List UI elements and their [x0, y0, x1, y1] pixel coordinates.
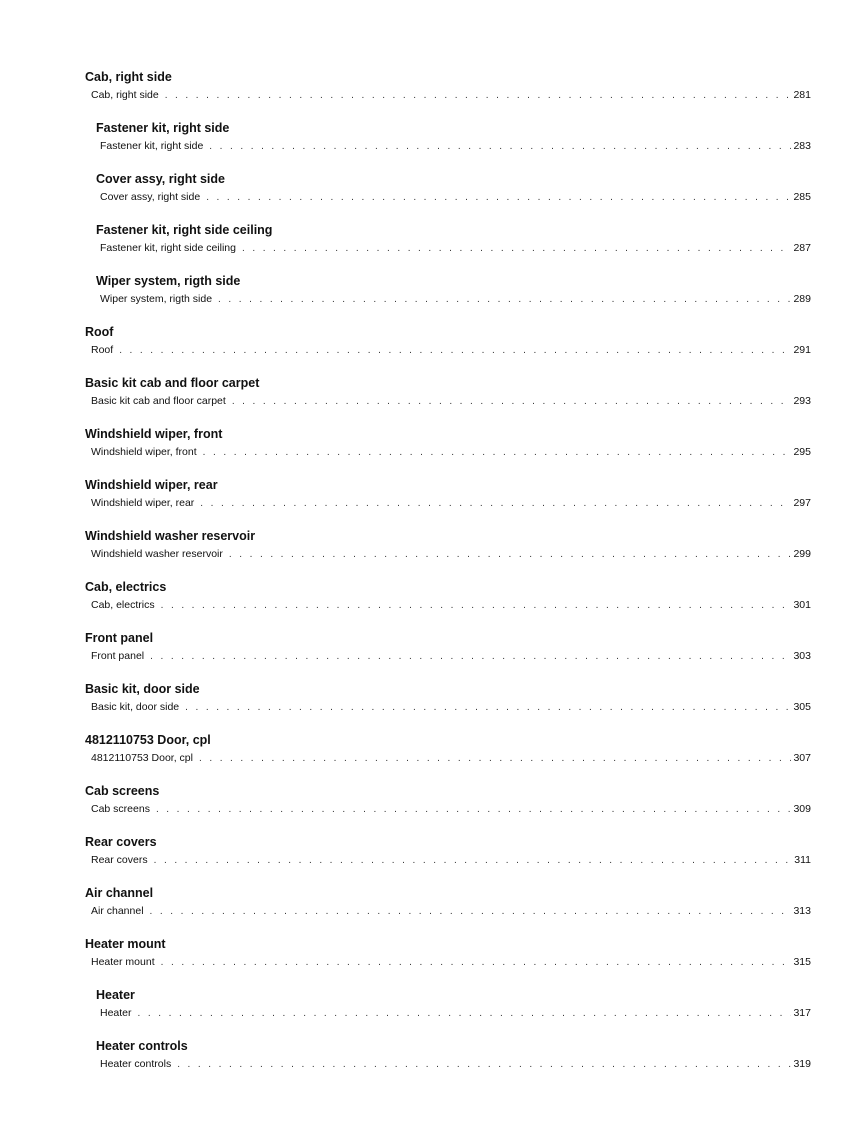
toc-entry-heading: Cab, electrics: [85, 580, 167, 594]
toc-entry: [0, 987, 866, 1038]
toc-entry-link[interactable]: [91, 496, 811, 511]
toc-entry: [0, 477, 866, 528]
toc-entry: [0, 120, 866, 171]
toc-entry-link[interactable]: [91, 598, 811, 613]
toc-entry-label: Fastener kit, right side: [100, 140, 204, 152]
toc-entry-page-number: 301: [793, 599, 811, 611]
toc-entry-link[interactable]: [91, 904, 811, 919]
toc-entry-label: Heater mount: [91, 956, 155, 968]
dot-leader: [185, 701, 791, 715]
toc-entry: [0, 579, 866, 630]
dot-leader: [177, 1058, 791, 1072]
toc-entry: [0, 426, 866, 477]
dot-leader: [156, 803, 792, 817]
toc-entry-label: Fastener kit, right side ceiling: [100, 242, 236, 254]
toc-entry-heading: Windshield washer reservoir: [85, 529, 256, 543]
toc-entry: [0, 375, 866, 426]
dot-leader: [232, 395, 792, 409]
toc-entry-label: Front panel: [91, 650, 145, 662]
toc-entry-heading: Cover assy, right side: [96, 172, 225, 186]
toc-entry: [0, 273, 866, 324]
toc-entry-page-number: 289: [793, 293, 811, 305]
toc-entry-link[interactable]: [100, 190, 811, 205]
dot-leader: [209, 140, 791, 154]
toc-entry-heading: Windshield wiper, front: [85, 427, 223, 441]
toc-entry-label: Cab, right side: [91, 89, 159, 101]
toc-entry-link[interactable]: [91, 802, 811, 817]
toc-entry-label: Cab, electrics: [91, 599, 155, 611]
toc-entry-link[interactable]: [91, 343, 811, 358]
toc-entry-heading: 4812110753 Door, cpl: [85, 733, 211, 747]
toc-entry-heading: Heater: [96, 988, 135, 1002]
table-of-contents: [0, 69, 866, 1089]
toc-entry-heading: Basic kit, door side: [85, 682, 200, 696]
toc-entry-page-number: 283: [793, 140, 811, 152]
toc-entry-page-number: 285: [793, 191, 811, 203]
toc-entry-link[interactable]: [100, 139, 811, 154]
dot-leader: [161, 599, 792, 613]
toc-entry-link[interactable]: [91, 88, 811, 103]
toc-entry-heading: Fastener kit, right side ceiling: [96, 223, 273, 237]
toc-entry-page-number: 319: [793, 1058, 811, 1070]
toc-entry-link[interactable]: [100, 1057, 811, 1072]
toc-entry: [0, 885, 866, 936]
toc-entry: [0, 222, 866, 273]
toc-entry-label: Basic kit cab and floor carpet: [91, 395, 226, 407]
toc-entry-link[interactable]: [91, 700, 811, 715]
dot-leader: [150, 650, 791, 664]
toc-entry-link[interactable]: [91, 394, 811, 409]
toc-entry: [0, 171, 866, 222]
toc-entry-label: Air channel: [91, 905, 144, 917]
toc-entry-heading: Wiper system, rigth side: [96, 274, 241, 288]
toc-entry-link[interactable]: [91, 853, 811, 868]
toc-entry-page-number: 311: [794, 854, 811, 866]
dot-leader: [161, 956, 792, 970]
toc-entry-label: Cab screens: [91, 803, 150, 815]
toc-entry-label: Cover assy, right side: [100, 191, 201, 203]
dot-leader: [150, 905, 792, 919]
toc-entry-label: Heater: [100, 1007, 132, 1019]
toc-entry-page-number: 303: [793, 650, 811, 662]
toc-entry-heading: Basic kit cab and floor carpet: [85, 376, 260, 390]
toc-entry: [0, 630, 866, 681]
toc-entry-heading: Cab, right side: [85, 70, 172, 84]
toc-entry-heading: Windshield wiper, rear: [85, 478, 218, 492]
toc-entry: [0, 528, 866, 579]
toc-entry-label: 4812110753 Door, cpl: [91, 752, 193, 764]
toc-entry-heading: Cab screens: [85, 784, 160, 798]
toc-entry-heading: Air channel: [85, 886, 154, 900]
toc-entry-heading: Heater controls: [96, 1039, 188, 1053]
toc-entry-page-number: 295: [793, 446, 811, 458]
toc-entry: [0, 69, 866, 120]
toc-entry-page-number: 305: [793, 701, 811, 713]
toc-entry-page-number: 317: [793, 1007, 811, 1019]
dot-leader: [154, 854, 793, 868]
dot-leader: [206, 191, 791, 205]
toc-entry-label: Heater controls: [100, 1058, 172, 1070]
toc-entry-link[interactable]: [91, 955, 811, 970]
toc-entry-heading: Fastener kit, right side: [96, 121, 230, 135]
toc-entry-label: Windshield washer reservoir: [91, 548, 223, 560]
dot-leader: [200, 497, 791, 511]
toc-entry-link[interactable]: [91, 751, 811, 766]
toc-entry-page-number: 309: [793, 803, 811, 815]
toc-entry-heading: Heater mount: [85, 937, 166, 951]
dot-leader: [242, 242, 791, 256]
toc-entry-link[interactable]: [100, 241, 811, 256]
dot-leader: [138, 1007, 792, 1021]
toc-entry-page-number: 299: [793, 548, 811, 560]
toc-entry-link[interactable]: [91, 445, 811, 460]
dot-leader: [199, 752, 791, 766]
toc-entry-label: Roof: [91, 344, 114, 356]
toc-entry-heading: Front panel: [85, 631, 154, 645]
toc-entry-heading: Rear covers: [85, 835, 157, 849]
toc-entry-heading: Roof: [85, 325, 114, 339]
toc-entry-link[interactable]: [100, 292, 811, 307]
toc-entry-label: Rear covers: [91, 854, 148, 866]
toc-entry-page-number: 291: [793, 344, 811, 356]
toc-entry: [0, 681, 866, 732]
toc-entry-page-number: 287: [793, 242, 811, 254]
dot-leader: [229, 548, 792, 562]
dot-leader: [165, 89, 792, 103]
toc-entry-label: Basic kit, door side: [91, 701, 180, 713]
toc-entry-page-number: 315: [793, 956, 811, 968]
toc-entry-page-number: 281: [793, 89, 811, 101]
toc-entry-label: Wiper system, rigth side: [100, 293, 213, 305]
toc-entry: [0, 936, 866, 987]
toc-entry-page-number: 297: [793, 497, 811, 509]
toc-entry: [0, 1038, 866, 1089]
toc-entry-page-number: 313: [793, 905, 811, 917]
toc-entry: [0, 324, 866, 375]
toc-entry-label: Windshield wiper, rear: [91, 497, 195, 509]
toc-entry-link[interactable]: [100, 1006, 811, 1021]
toc-entry: [0, 783, 866, 834]
toc-entry-link[interactable]: [91, 547, 811, 562]
toc-entry: [0, 732, 866, 783]
dot-leader: [218, 293, 791, 307]
toc-entry-page-number: 293: [793, 395, 811, 407]
toc-entry-link[interactable]: [91, 649, 811, 664]
dot-leader: [203, 446, 792, 460]
dot-leader: [119, 344, 791, 358]
toc-entry-page-number: 307: [793, 752, 811, 764]
toc-entry-label: Windshield wiper, front: [91, 446, 197, 458]
toc-entry: [0, 834, 866, 885]
